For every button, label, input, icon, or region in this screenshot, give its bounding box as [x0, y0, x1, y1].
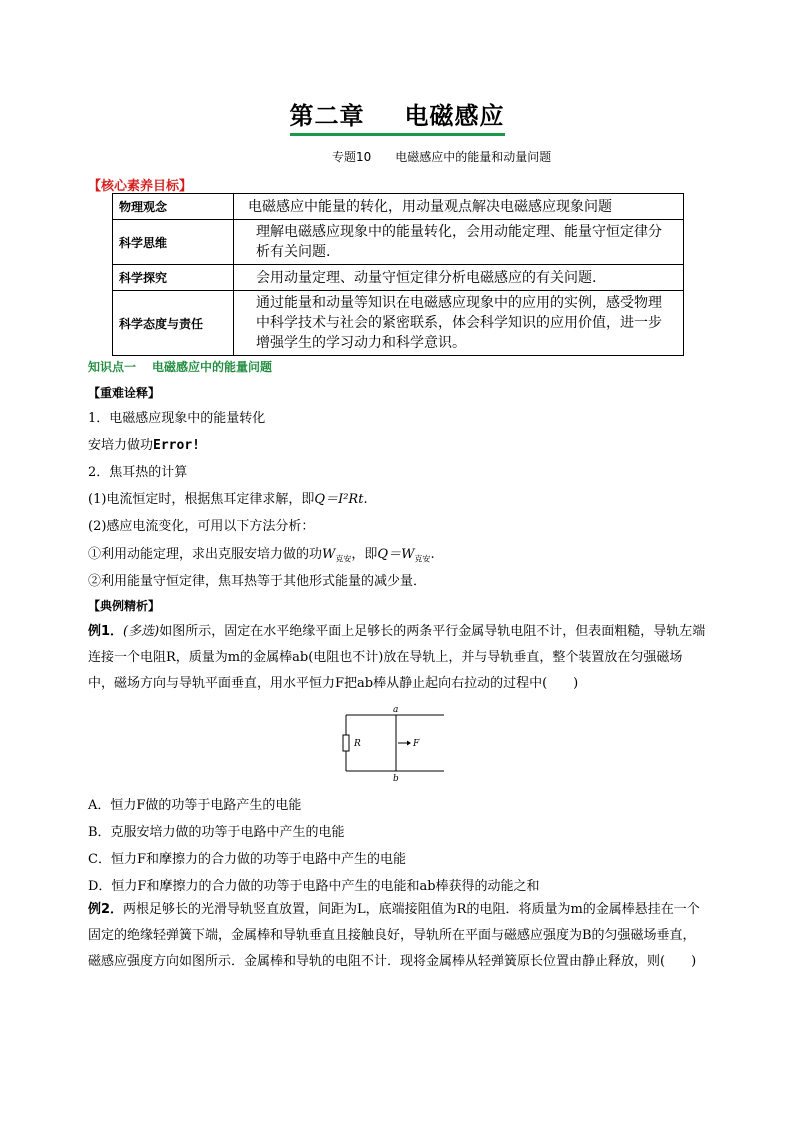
point-b-label: b [393, 774, 399, 782]
example-1-tag: (多选) [123, 624, 160, 639]
topic-number: 专题10 [332, 150, 372, 164]
section-1-heading: 1．电磁感应现象中的能量转化 [88, 411, 266, 426]
goal-value: 通过能量和动量等知识在电磁感应现象中的应用的实例，感受物理中科学技术与社会的紧密联系，体会科学知识的应用价值，进一步增强学生的学习动力和科学意识。 [234, 291, 684, 356]
chapter-number: 第二章 [289, 102, 365, 130]
resistor-label: R [354, 739, 361, 749]
example-1-label: 例1． [88, 624, 124, 639]
item-text: (1)电流恒定时，根据焦耳定律求解，即 [88, 492, 315, 507]
topic-name: 电磁感应中的能量和动量问题 [395, 150, 552, 164]
formula: Q＝I²Rt. [314, 492, 368, 507]
error-text: Error! [153, 438, 200, 453]
item-text: ①利用动能定理，求出克服安培力做的功 [88, 547, 323, 562]
goal-key: 科学思维 [113, 220, 234, 265]
option-c: C．恒力F和摩擦力的合力做的功等于电路中产生的电能 [88, 852, 406, 867]
knowledge-point-number: 知识点一 [88, 360, 137, 374]
goal-value: 会用动量定理、动量守恒定律分析电磁感应的有关问题. [234, 265, 684, 291]
goal-value: 电磁感应中能量的转化，用动量观点解决电磁感应现象问题 [234, 194, 684, 220]
section-2-heading: 2．焦耳热的计算 [88, 465, 188, 480]
goal-row [113, 291, 684, 356]
item-text-mid: ，即 [351, 547, 378, 562]
knowledge-point-heading [88, 358, 272, 375]
example-1 [88, 619, 708, 697]
section-2-item-4: ②利用能量守恒定律，焦耳热等于其他形式能量的减少量． [88, 574, 427, 589]
goal-key: 科学探究 [113, 265, 234, 291]
section-2-item-1 [88, 488, 368, 507]
chapter-name: 电磁感应 [404, 102, 505, 130]
work-text: 安培力做功 [88, 438, 154, 453]
goal-row [113, 265, 684, 291]
circuit-diagram [330, 704, 448, 782]
force-label: F [413, 739, 420, 749]
option-b: B．克服安培力做的功等于电路中产生的电能 [88, 825, 345, 840]
knowledge-point-name: 电磁感应中的能量问题 [152, 360, 273, 374]
key-points-label: 【重难诠释】 [88, 386, 161, 400]
goal-value: 理解电磁感应现象中的能量转化，会用动能定理、能量守恒定律分析有关问题. [234, 220, 684, 265]
example-2 [88, 897, 708, 975]
work-symbol: W [322, 547, 336, 562]
goal-row [113, 194, 684, 220]
core-goals-label: 【核心素养目标】 [88, 179, 193, 194]
option-a: A．恒力F做的功等于电路产生的电能 [88, 798, 302, 813]
formula: Q＝W [377, 547, 415, 562]
section-1-text [88, 434, 200, 453]
item-text-end: . [430, 547, 435, 562]
example-2-label: 例2． [88, 902, 124, 917]
subscript: 克安 [414, 554, 431, 564]
goal-key: 物理观念 [113, 194, 234, 220]
examples-label: 【典例精析】 [88, 599, 161, 613]
option-d: D．恒力F和摩擦力的合力做的功等于电路中产生的电能和ab棒获得的动能之和 [88, 879, 540, 894]
subscript: 克安 [335, 554, 352, 564]
example-2-text: 两根足够长的光滑导轨竖直放置，间距为L，底端接阻值为R的电阻．将质量为m的金属棒悬挂在一个固定的绝缘轻弹簧下端，金属棒和导轨垂直且接触良好，导轨所在平面与磁感应强度为B的匀强磁场垂直，磁感应强度方向如图所示．金属棒和导轨的电阻不计．现将金属棒从轻弹簧原长位置由静止释放，则( ) [88, 902, 700, 969]
goal-row [113, 220, 684, 265]
example-1-text: 如图所示，固定在水平绝缘平面上足够长的两条平行金属导轨电阻不计，但表面粗糙，导轨左端连接一个电阻R，质量为m的金属棒ab(电阻也不计)放在导轨上，并与导轨垂直，整个装置放在匀强磁场中，磁场方向与导轨平面垂直，用水平恒力F把ab棒从静止起向右拉动的过程中( ) [88, 624, 706, 691]
force-arrowhead [407, 741, 411, 746]
section-2-item-2: (2)感应电流变化，可用以下方法分析： [88, 519, 315, 534]
resistor [343, 735, 349, 751]
point-a-label: a [393, 705, 399, 715]
core-goals-table [112, 193, 684, 356]
section-2-item-3 [88, 543, 435, 565]
goal-key: 科学态度与责任 [113, 291, 234, 356]
chapter-title [0, 96, 794, 136]
topic-subtitle [332, 148, 551, 165]
